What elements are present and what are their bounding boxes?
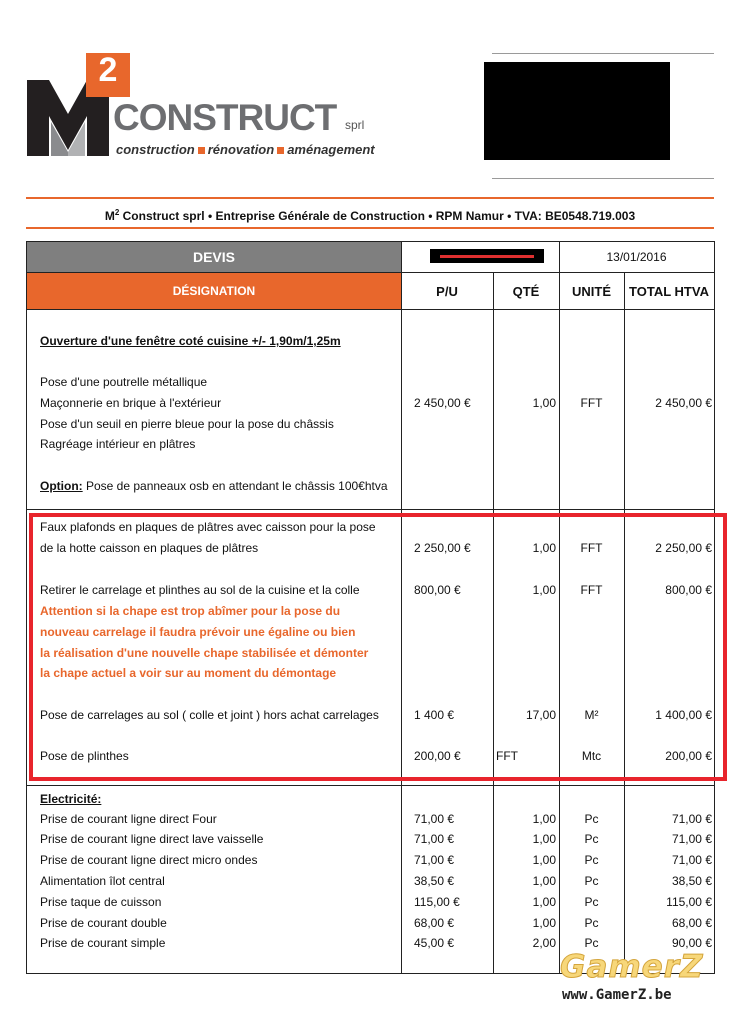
- row-text: Alimentation îlot central: [40, 874, 165, 888]
- row-qte: 1,00: [532, 874, 556, 888]
- watermark-logo: GamerZ: [560, 949, 704, 985]
- row-qte: 1,00: [532, 812, 556, 826]
- row-qte: 1,00: [532, 895, 556, 909]
- row-unite: Pc: [584, 853, 599, 867]
- row-total: 90,00 €: [671, 936, 712, 950]
- table-border: [26, 309, 715, 310]
- bottom-gray-line: [492, 178, 714, 179]
- section1-option: Option: Pose de panneaux osb en attendant le châssis 100€htva: [40, 479, 388, 493]
- section1-line: Pose d'un seuil en pierre bleue pour la pose du châssis: [40, 417, 334, 431]
- row-total: 71,00 €: [671, 832, 712, 846]
- table-border: [26, 241, 27, 974]
- section1-line: Pose d'une poutrelle métallique: [40, 375, 208, 389]
- table-border: [26, 241, 715, 242]
- ceiling-total: 2 250,00 €: [655, 541, 712, 555]
- table-border: [26, 509, 715, 510]
- ceiling-line: de la hotte caisson en plaques de plâtres: [40, 541, 259, 555]
- logo-tagline: [116, 142, 375, 158]
- row-unite: Pc: [584, 895, 599, 909]
- tiles-lay-unite: M²: [584, 708, 599, 722]
- devis-label: DEVIS: [27, 242, 401, 272]
- section1-unite: FFT: [580, 396, 603, 410]
- row-unite: Pc: [584, 916, 599, 930]
- row-qte: 2,00: [532, 936, 556, 950]
- quote-date: 13/01/2016: [606, 250, 667, 264]
- tiles-remove-pu: 800,00 €: [414, 583, 461, 597]
- ceiling-unite: FFT: [580, 541, 603, 555]
- row-total: 71,00 €: [671, 812, 712, 826]
- row-text: Prise de courant ligne direct Four: [40, 812, 217, 826]
- top-gray-line: [492, 53, 714, 54]
- row-unite: Pc: [584, 936, 599, 950]
- header-designation: DÉSIGNATION: [27, 273, 401, 309]
- row-total: 71,00 €: [671, 853, 712, 867]
- row-unite: Pc: [584, 832, 599, 846]
- plinths-qte: FFT: [496, 749, 518, 763]
- row-qte: 1,00: [532, 916, 556, 930]
- tiles-remove-total: 800,00 €: [665, 583, 712, 597]
- row-pu: 38,50 €: [414, 874, 455, 888]
- row-qte: 1,00: [532, 853, 556, 867]
- tiles-remove-unite: FFT: [580, 583, 603, 597]
- header-pu: P/U: [436, 283, 458, 299]
- watermark-url: www.GamerZ.be: [562, 987, 672, 1003]
- plinths-pu: 200,00 €: [414, 749, 461, 763]
- row-unite: Pc: [584, 874, 599, 888]
- row-qte: 1,00: [532, 832, 556, 846]
- logo-sprl: sprl: [345, 118, 365, 132]
- row-pu: 68,00 €: [414, 916, 455, 930]
- logo-wordmark: CONSTRUCT: [113, 97, 337, 138]
- tiles-lay-text: Pose de carrelages au sol ( colle et joint ) hors achat carrelages: [40, 708, 379, 722]
- tagline-construction: construction: [116, 142, 195, 157]
- row-text: Prise de courant simple: [40, 936, 166, 950]
- tiles-lay-total: 1 400,00 €: [655, 708, 712, 722]
- row-text: Prise taque de cuisson: [40, 895, 162, 909]
- tiles-lay-qte: 17,00: [525, 708, 556, 722]
- row-total: 68,00 €: [671, 916, 712, 930]
- warning-line: nouveau carrelage il faudra prévoir une égaline ou bien: [40, 625, 356, 639]
- section1-qte: 1,00: [532, 396, 556, 410]
- warning-line: la chape actuel a voir sur au moment du démontage: [40, 666, 337, 680]
- section1-line: Maçonnerie en brique à l'extérieur: [40, 396, 222, 410]
- section3-title: Electricité:: [40, 792, 102, 806]
- tiles-remove-text: Retirer le carrelage et plinthes au sol de la cuisine et la colle: [40, 583, 360, 597]
- orange-rule-top: [26, 197, 714, 199]
- tiles-remove-qte: 1,00: [532, 583, 556, 597]
- row-pu: 71,00 €: [414, 812, 455, 826]
- tagline-renovation: rénovation: [207, 142, 275, 157]
- header-qte: QTÉ: [512, 283, 540, 299]
- ceiling-line: Faux plafonds en plaques de plâtres avec caisson pour la pose: [40, 520, 376, 534]
- row-pu: 45,00 €: [414, 936, 455, 950]
- highlight-box: [29, 513, 727, 781]
- row-text: Prise de courant double: [40, 916, 167, 930]
- section1-pu: 2 450,00 €: [414, 396, 471, 410]
- row-total: 38,50 €: [671, 874, 712, 888]
- company-info: $M^2$ Construct sprl • Entreprise Générale de Construction • RPM Namur • TVA: BE0548.719.003: [104, 208, 636, 223]
- plinths-text: Pose de plinthes: [40, 749, 129, 763]
- redacted-block: [484, 62, 670, 160]
- tagline-dot: [277, 147, 284, 154]
- ceiling-pu: 2 250,00 €: [414, 541, 471, 555]
- ceiling-qte: 1,00: [532, 541, 556, 555]
- table-border: [26, 272, 715, 273]
- warning-line: Attention si la chape est trop abîmer pour la pose du: [40, 604, 341, 618]
- tagline-dot: [198, 147, 205, 154]
- row-pu: 71,00 €: [414, 832, 455, 846]
- row-text: Prise de courant ligne direct lave vaisselle: [40, 832, 264, 846]
- row-text: Prise de courant ligne direct micro ondes: [40, 853, 258, 867]
- row-total: 115,00 €: [666, 895, 712, 909]
- row-pu: 71,00 €: [414, 853, 455, 867]
- table-border: [26, 785, 715, 786]
- tiles-lay-pu: 1 400 €: [414, 708, 455, 722]
- row-pu: 115,00 €: [414, 895, 460, 909]
- tagline-amenagement: aménagement: [287, 142, 375, 157]
- row-unite: Pc: [584, 812, 599, 826]
- section1-line: Ragréage intérieur en plâtres: [40, 437, 196, 451]
- warning-line: la réalisation d'une nouvelle chape stabilisée et démonter: [40, 646, 369, 660]
- plinths-unite: Mtc: [581, 749, 602, 763]
- redacted-quote-number: [430, 249, 544, 263]
- orange-rule-bottom: [26, 227, 714, 229]
- logo-superscript: 2: [98, 51, 118, 89]
- header-total: TOTAL HTVA: [629, 283, 709, 299]
- section1-title: Ouverture d'une fenêtre coté cuisine +/- 1,90m/1,25m: [40, 334, 341, 348]
- plinths-total: 200,00 €: [665, 749, 712, 763]
- section1-total: 2 450,00 €: [655, 396, 712, 410]
- header-unite: UNITÉ: [572, 283, 611, 299]
